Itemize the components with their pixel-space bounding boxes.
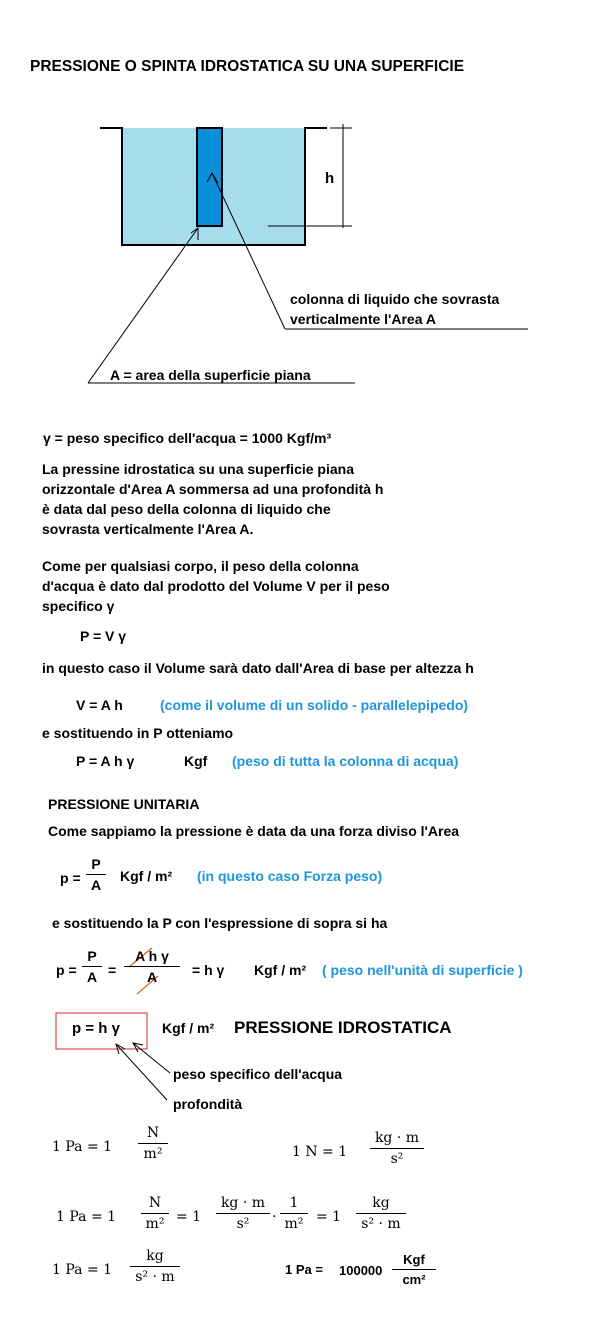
paragraph-2-line: specifico γ [42, 598, 115, 614]
pa-expand-lhs: 1 Pa = 1 [56, 1209, 117, 1225]
pa-final-fraction [130, 1248, 180, 1285]
formula-p1-fraction [86, 856, 106, 893]
pa-expand-dot: · [272, 1209, 277, 1225]
area-arrow-line [88, 228, 198, 383]
pa-kgf-lhs: 1 Pa = [285, 1262, 323, 1277]
formula-p2-lhs: p = [56, 962, 77, 978]
formula-p2-note: ( peso nell'unità di superficie ) [322, 962, 523, 978]
paragraph-2 [42, 556, 390, 616]
paragraph-1-line: orizzontale d'Area A sommersa ad una profondità h [42, 481, 384, 497]
fraction-denominator: s² [236, 1216, 250, 1232]
formula-V-note: (come il volume di un solido - parallelepipedo) [160, 697, 469, 713]
formula-p2-equals: = [108, 962, 117, 978]
pa-def-fraction [138, 1125, 168, 1162]
page-title: PRESSIONE O SPINTA IDROSTATICA SU UNA SUPERFICIE [30, 58, 465, 75]
pa-final-lhs: 1 Pa = 1 [52, 1262, 113, 1278]
n-def-lhs: 1 N = 1 [292, 1144, 348, 1160]
fraction-bar [138, 1143, 168, 1144]
arrow-label-gamma: peso specifico dell'acqua [173, 1066, 343, 1082]
formula-P: P = V γ [80, 628, 127, 644]
fraction-denominator: cm² [402, 1272, 426, 1287]
fraction-bar [370, 1148, 424, 1149]
formula-p1-unit: Kgf / m² [120, 868, 173, 884]
column-label-line2: verticalmente l'Area A [290, 311, 436, 327]
fraction-denominator: A [146, 969, 158, 985]
formula-p2-fraction2 [124, 948, 180, 985]
fraction-bar [392, 1269, 436, 1270]
fraction-numerator: 1 [289, 1195, 299, 1211]
fraction-bar [280, 1213, 308, 1214]
paragraph-1-line: è data dal peso della colonna di liquido che [42, 501, 331, 517]
substituting-P-text: e sostituendo in P otteniamo [42, 725, 234, 741]
fraction-numerator: Kgf [403, 1252, 425, 1267]
fraction-bar [356, 1213, 406, 1214]
formula-p2-result: = h γ [192, 962, 225, 978]
volume-text: in questo caso il Volume sarà dato dall'Area di base per altezza h [42, 660, 474, 676]
fraction-denominator: A [90, 877, 102, 893]
pa-expand-mid1: = 1 [176, 1209, 202, 1225]
paragraph-2-line: Come per qualsiasi corpo, il peso della colonna [42, 558, 359, 574]
fraction-denominator: s² · m [361, 1216, 401, 1232]
fraction-denominator: A [86, 969, 98, 985]
fraction-numerator: N [148, 1195, 162, 1211]
formula-P2-unit: Kgf [184, 753, 208, 769]
fraction-numerator: kg [372, 1195, 390, 1211]
fraction-bar [141, 1213, 169, 1214]
paragraph-2-line: d'acqua è dato dal prodotto del Volume V per il peso [42, 578, 390, 594]
formula-p2-fraction1 [82, 948, 102, 985]
paragraph-1-line: sovrasta verticalmente l'Area A. [42, 521, 254, 537]
pa-expand-fraction1 [141, 1195, 169, 1232]
pa-def-lhs: 1 Pa = 1 [52, 1139, 113, 1155]
fraction-numerator: kg · m [374, 1130, 420, 1146]
substituting-text: e sostituendo la P con l'espressione di sopra si ha [52, 915, 388, 931]
fraction-bar [130, 1266, 180, 1267]
fraction-denominator: s² · m [135, 1269, 175, 1285]
formula-V: V = A h [76, 697, 123, 713]
boxed-formula: p = h γ [72, 1020, 120, 1037]
boxed-label: PRESSIONE IDROSTATICA [234, 1018, 452, 1037]
unit-pressure-text: Come sappiamo la pressione è data da una forza diviso l'Area [48, 823, 460, 839]
pa-expand-fraction3 [280, 1195, 308, 1232]
unit-pressure-heading: PRESSIONE UNITARIA [48, 796, 200, 812]
fraction-numerator: N [146, 1125, 160, 1141]
fraction-denominator: m² [145, 1216, 165, 1232]
paragraph-1 [42, 459, 383, 539]
fraction-numerator: P [87, 948, 97, 964]
fraction-denominator: m² [143, 1146, 163, 1162]
fraction-numerator: kg [146, 1248, 164, 1264]
formula-p1-note: (in questo caso Forza peso) [197, 868, 383, 884]
fraction-bar [86, 874, 106, 875]
formula-P2: P = A h γ [76, 753, 135, 769]
fraction-numerator: P [91, 856, 101, 872]
n-def-fraction [370, 1130, 424, 1167]
area-label: A = area della superficie piana [110, 367, 311, 383]
fraction-numerator: kg · m [220, 1195, 266, 1211]
fraction-denominator: m² [284, 1216, 304, 1232]
formula-p2-unit: Kgf / m² [254, 962, 307, 978]
fraction-denominator: s² [390, 1151, 404, 1167]
paragraph-1-line: La pressine idrostatica su una superficie piana [42, 461, 354, 477]
arrow-label-depth: profondità [173, 1096, 243, 1112]
fraction-bar [216, 1213, 270, 1214]
pa-expand-fraction2 [216, 1195, 270, 1232]
h-label: h [325, 170, 335, 187]
depth-arrow-line [116, 1044, 167, 1100]
pa-expand-fraction4 [356, 1195, 406, 1232]
formula-P2-note: (peso di tutta la colonna di acqua) [232, 753, 459, 769]
gamma-definition: γ = peso specifico dell'acqua = 1000 Kgf/m³ [43, 430, 332, 446]
pa-expand-mid2: = 1 [316, 1209, 342, 1225]
pa-kgf-fraction [392, 1252, 436, 1287]
fraction-bar [82, 966, 102, 967]
formula-p1-lhs: p = [60, 870, 81, 886]
boxed-unit: Kgf / m² [162, 1020, 215, 1036]
column-label-line1: colonna di liquido che sovrasta [290, 291, 500, 307]
fraction-bar [124, 966, 180, 967]
fraction-numerator: A h γ [135, 948, 169, 964]
pa-kgf-value: 100000 [339, 1263, 383, 1278]
